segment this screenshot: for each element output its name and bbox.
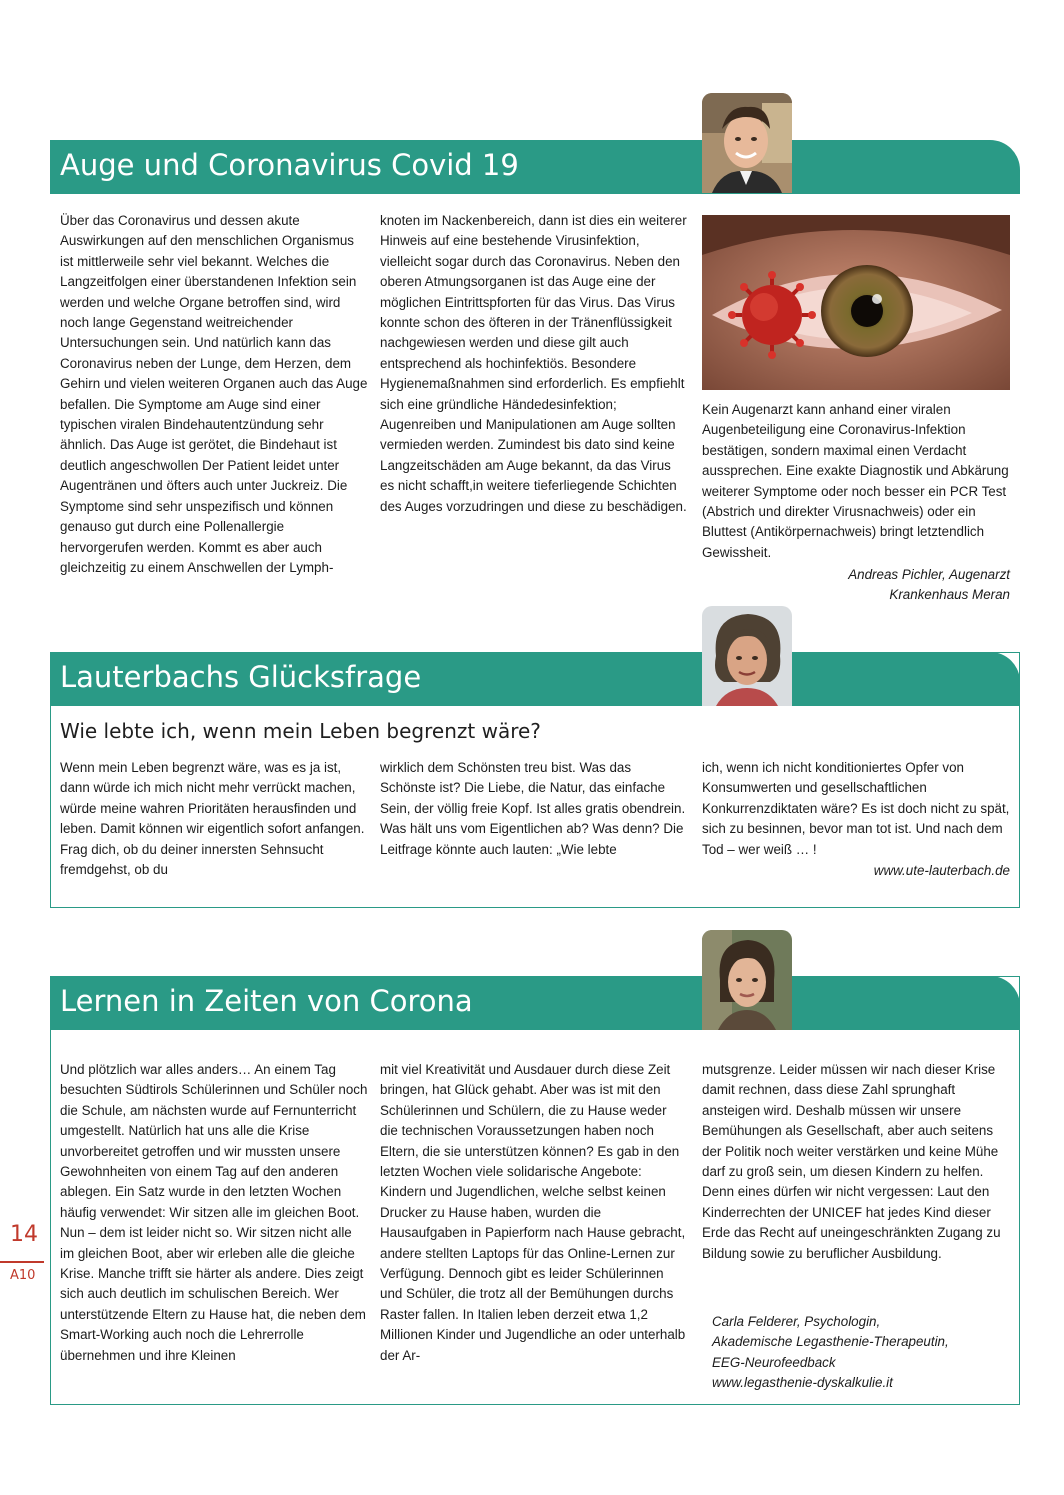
article3-column-1: Und plötzlich war alles anders… An einem Tag besuchten Südtirols Schülerinnen und Schüler noch die Schule, am nächsten wurde auf Fernunterricht umgestellt. Natürlich hat uns alle die Krise unvorbereitet getroffen und wir mussten unsere Gewohnheiten von einem Tag auf den anderen ablegen. Ein Satz wurde in den letzten Wochen häufig verwendet: Wir sitzen alle im gleichen Boot. Nun – dem ist leider nicht so. Wir sitzen nicht alle im gleichen Boot, aber wir erleben alle die gleiche Krise. Manche trifft sie härter als andere. Dies zeigt sich auch deutlich im schulischen Bereich. Wer unterstützende Eltern zu Hause hat, die neben dem Smart-Working auch noch die Lehrerrolle übernehmen und ihre Kleinen bbox=[60, 1062, 368, 1363]
article1-column-3: Kein Augenarzt kann anhand einer viralen Augenbeteiligung eine Coronavirus-Infektion bestätigen, sondern maximal einen Verdacht aussprechen. Eine exakte Diagnostik und Abkärung weiterer Symptome oder noch besser ein PCR Test (Abstrich und direkter Virusnachweis) oder ein Bluttest (Antikörpernachweis) bringt letztendlich Gewissheit. bbox=[702, 402, 1009, 560]
page-number-divider bbox=[0, 1261, 44, 1263]
article3-title-banner bbox=[50, 976, 1020, 1030]
article1-title-banner bbox=[50, 140, 1020, 194]
page-code: A10 bbox=[10, 1268, 36, 1283]
author-title: Akademische Legasthenie-Therapeutin, bbox=[712, 1334, 949, 1350]
virus-icon bbox=[728, 271, 816, 359]
article2-title-banner bbox=[50, 652, 1020, 706]
author-specialty: EEG-Neurofeedback bbox=[712, 1354, 836, 1370]
article2-title: Lauterbachs Glücksfrage bbox=[60, 660, 422, 694]
article3-author bbox=[712, 1312, 1012, 1394]
article2-column-2: wirklich dem Schönsten treu bist. Was das Schönste ist? Die Liebe, die Natur, das einfache Sein, der völlig freie Kopf. Ist alles gratis obendrein. Was hält uns vom Eigentlichen ab? Was denn? Die Leitfrage könnte auch lauten: „Wie lebte bbox=[380, 760, 686, 857]
page-number: 14 bbox=[10, 1222, 38, 1247]
author-affiliation: Krankenhaus Meran bbox=[889, 587, 1010, 603]
author-portrait-felderer bbox=[702, 930, 792, 1030]
author-website[interactable]: www.legasthenie-dyskalkulie.it bbox=[712, 1375, 893, 1391]
article2-subtitle: Wie lebte ich, wenn mein Leben begrenzt wäre? bbox=[60, 719, 541, 743]
author-name: Carla Felderer, Psychologin, bbox=[712, 1314, 881, 1329]
article1-column-1: Über das Coronavirus und dessen akute Auswirkungen auf den menschlichen Organismus ist mittlerweile sehr viel bekannt. Welches die Langzeitfolgen einer überstandenen Infektion sein werden und welche Organe betroffen sind, wird noch lange Gegenstand weitreichender Untersuchungen sein. Und natürlich kann das Coronavirus neben der Lunge, dem Herzen, dem Gehirn und vielen weiteren Organen auch das Auge befallen. Die Symptome am Auge sind einer typischen viralen Bindehautentzündung sehr ähnlich. Das Auge ist gerötet, die Bindehaut ist deutlich angeschwollen Der Patient leidet unter Augentränen und öfters auch unter Juckreiz. Die Symptome sind sehr unspezifisch und können genauso gut durch eine Pollenallergie hervorgerufen werden. Kommt es aber auch gleichzeitig zu einem Anschwellen der Lymph- bbox=[60, 213, 368, 575]
author-portrait-lauterbach bbox=[702, 606, 792, 706]
article3-column-2: mit viel Kreativität und Ausdauer durch diese Zeit bringen, hat Glück gehabt. Aber was ist mit den Schülerinnen und Schülern, die zu Hause weder die technischen Voraussetzungen haben noch Eltern, die sie unterstützen können? Es gab in den letzten Wochen viele solidarische Angebote: Kindern und Jugendlichen, welche selbst keinen Drucker zu Hause haben, wurden die Hausaufgaben in Papierform nach Hause gebracht, andere stellten Laptops für das Online-Lernen zur Verfügung. Dennoch gibt es leider Schülerinnen und Schüler, die trotz all der Bemühungen durchs Raster fallen. In Italien leben derzeit etwa 1,2 Millionen Kinder und Jugendliche an oder unterhalb der Ar- bbox=[380, 1062, 686, 1363]
author-portrait-pichler bbox=[702, 93, 792, 193]
article3-column-3: mutsgrenze. Leider müssen wir nach dieser Krise damit rechnen, dass diese Zahl sprunghaft ansteigen wird. Deshalb müssen wir unsere Bemühungen als Gesellschaft, aber auch seitens der Politik noch weiter verstärken und keine Mühe darf zu groß sein, um diesen Kindern zu helfen. Denn eines dürfen wir nicht vergessen: Laut den Kinderrechten der UNICEF hat jedes Kind dieser Erde das Recht auf uneingeschränkten Zugang zu Bildung sowie zu beruflicher Ausbildung. bbox=[702, 1062, 1001, 1261]
article2-column-3: ich, wenn ich nicht konditioniertes Opfer von Konsumwerten und gesellschaftlichen Konkurrenzdiktaten wäre? Es ist doch nicht zu spät, sich zu besinnen, bevor man tot ist. Und nach dem Tod – wer weiß … ! bbox=[702, 760, 1010, 857]
eye-virus-image bbox=[702, 215, 1010, 390]
article1-title: Auge und Coronavirus Covid 19 bbox=[60, 148, 519, 182]
article1-author bbox=[702, 565, 1010, 606]
article3-title: Lernen in Zeiten von Corona bbox=[60, 984, 473, 1018]
article2-column-1: Wenn mein Leben begrenzt wäre, was es ja ist, dann würde ich mich nicht mehr verrückt machen, würde meine wahren Prioritäten herausfinden und leben. Damit können wir eigentlich sofort anfangen. Frag dich, ob du deiner innersten Sehnsucht fremdgehst, ob du bbox=[60, 760, 365, 878]
article2-website[interactable]: www.ute-lauterbach.de bbox=[873, 863, 1010, 878]
author-name: Andreas Pichler, Augenarzt bbox=[848, 567, 1010, 582]
article1-column-2: knoten im Nackenbereich, dann ist dies ein weiterer Hinweis auf eine bestehende Virusinfektion, vielleicht sogar durch das Coronavirus. Neben den oberen Atmungsorganen ist das Auge eine der möglichen Eintrittspforten für das Virus. Das Virus konnte schon des öfteren in der Tränenflüssigkeit nachgewiesen werden und diese gilt auch entsprechend als hochinfektiös. Besondere Hygienemaßnahmen sind erforderlich. Es empfiehlt sich eine gründliche Händedesinfektion; Augenreiben und Manipulationen am Auge sollten vermieden werden. Zumindest bis dato sind keine Langzeitschäden am Auge bekannt, da das Virus es nicht schafft,in weitere tieferliegende Schichten des Auges vorzudringen und diese zu beschädigen. bbox=[380, 213, 687, 514]
